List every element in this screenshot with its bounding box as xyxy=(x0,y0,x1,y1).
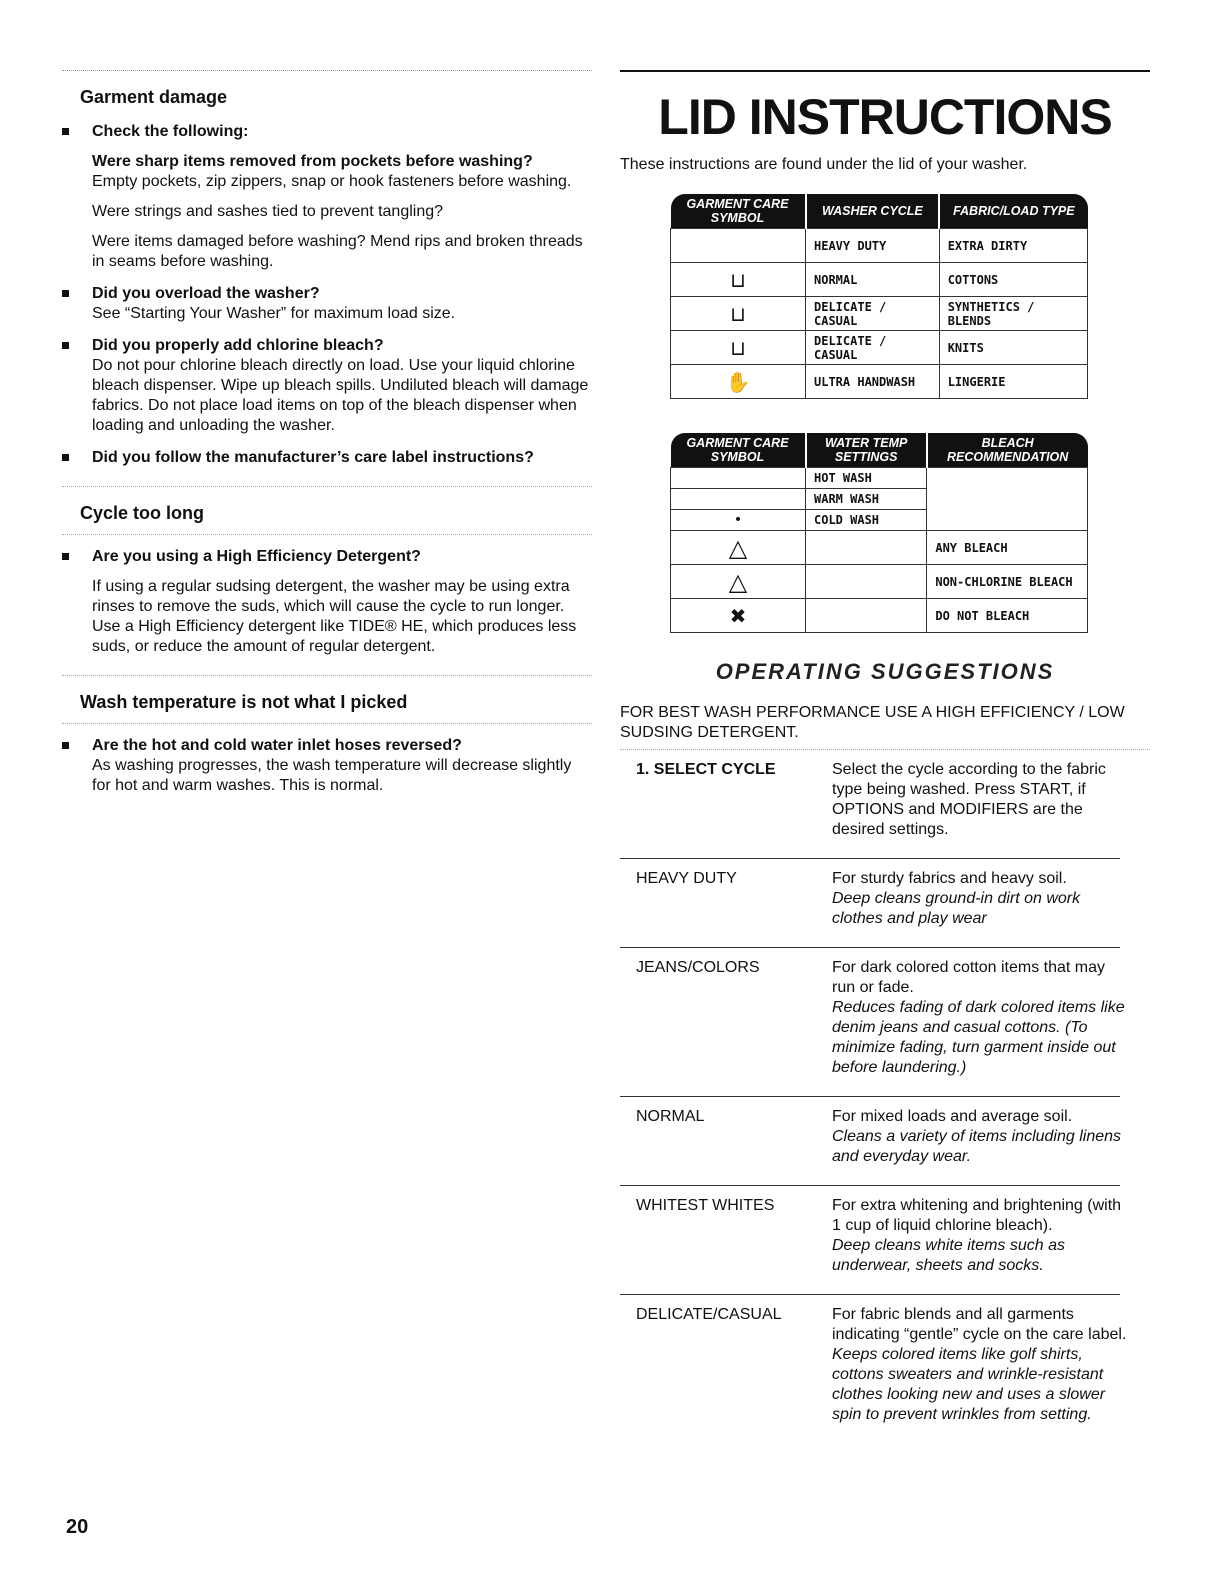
washtub-icon: ⊔ xyxy=(671,263,806,297)
cycle-description xyxy=(832,958,1132,1078)
empty-cell xyxy=(806,565,927,599)
bullet-check xyxy=(62,122,592,142)
bleach-title: Did you properly add chlorine bleach? xyxy=(92,337,384,354)
he-title: Are you using a High Efficiency Detergent? xyxy=(92,548,421,565)
cycle-cell: ULTRA HANDWASH xyxy=(806,365,940,399)
table-header: FABRIC/LOAD TYPE xyxy=(939,194,1087,229)
bleach-cell: NON-CHLORINE BLEACH xyxy=(927,565,1088,599)
bleach-cell: DO NOT BLEACH xyxy=(927,599,1088,633)
cycle-name: HEAVY DUTY xyxy=(636,870,737,887)
cycle-desc-text: Select the cycle according to the fabric type being washed. Press START, if OPTIONS and MODIFIERS are the desired settings. xyxy=(832,761,1106,838)
hoses-text: As washing progresses, the wash temperature will decrease slightly for hot and warm washes. This is normal. xyxy=(92,757,572,794)
cycle-desc-italic: Deep cleans ground-in dirt on work clothes and play wear xyxy=(832,890,1081,927)
cycle-name: DELICATE/CASUAL xyxy=(636,1306,782,1323)
sub-answer: Empty pockets, zip zippers, snap or hook fasteners before washing. xyxy=(92,173,572,190)
temp-cell: WARM WASH xyxy=(806,489,927,510)
bleach-text: Do not pour chlorine bleach directly on load. Use your liquid chlorine bleach dispenser. Wipe up bleach spills. Undiluted bleach will damage fabrics. Do not place load items on top of the bleach dispenser when loading and unloading the washer. xyxy=(92,357,589,434)
cycle-desc-text: For dark colored cotton items that may run or fade. xyxy=(832,959,1105,996)
cycle-name: WHITEST WHITES xyxy=(636,1197,775,1214)
fabric-cell: SYNTHETICS / BLENDS xyxy=(939,297,1087,331)
table-header: WATER TEMP SETTINGS xyxy=(806,433,927,468)
fabric-cell: EXTRA DIRTY xyxy=(939,229,1087,263)
cycle-row xyxy=(620,859,1150,947)
temp-cell: COLD WASH xyxy=(806,510,927,531)
fabric-cell: KNITS xyxy=(939,331,1087,365)
empty-cell xyxy=(806,599,927,633)
lid-intro: These instructions are found under the lid of your washer. xyxy=(620,156,1028,173)
table-row xyxy=(671,599,1088,633)
hoses-title: Are the hot and cold water inlet hoses reversed? xyxy=(92,737,462,754)
table-row xyxy=(671,297,1088,331)
washtub-permanent-press-icon: ⊔ xyxy=(671,297,806,331)
temp-cell: HOT WASH xyxy=(806,468,927,489)
top-dotted-rule xyxy=(62,70,592,71)
cycle-desc-italic: Cleans a variety of items including linens and everyday wear. xyxy=(832,1128,1122,1165)
temp-symbol-icon xyxy=(671,489,806,510)
cycle-row xyxy=(620,1295,1150,1443)
care-title: Did you follow the manufacturer’s care label instructions? xyxy=(92,449,534,466)
top-solid-rule xyxy=(620,70,1150,72)
bullet-hoses xyxy=(62,736,592,796)
table-row xyxy=(671,531,1088,565)
wash-temp-heading: Wash temperature is not what I picked xyxy=(80,692,408,712)
cycle-desc-text: For mixed loads and average soil. xyxy=(832,1108,1073,1125)
sub-item-damaged: Were items damaged before washing? Mend rips and broken threads in seams before washing. xyxy=(92,233,583,270)
cold-dot-icon: • xyxy=(671,510,806,531)
table-header: GARMENT CARE SYMBOL xyxy=(671,433,806,468)
empty-cell xyxy=(806,531,927,565)
cycle-row xyxy=(620,948,1150,1096)
page-number: 20 xyxy=(66,1516,89,1538)
table-header: GARMENT CARE SYMBOL xyxy=(671,194,806,229)
cycle-row xyxy=(620,750,1150,858)
triangle-icon: △ xyxy=(671,531,806,565)
best-performance-note: FOR BEST WASH PERFORMANCE USE A HIGH EFFICIENCY / LOW SUDSING DETERGENT. xyxy=(620,704,1125,741)
table-row xyxy=(671,263,1088,297)
cycle-name: 1. SELECT CYCLE xyxy=(636,761,776,778)
cycle-desc-italic: Keeps colored items like golf shirts, cottons sweaters and wrinkle-resistant clothes looking new and uses a slower spin to prevent wrinkles from setting. xyxy=(832,1346,1106,1423)
do-not-bleach-icon: ✖ xyxy=(671,599,806,633)
water-bleach-table xyxy=(670,433,1088,633)
care-symbol-icon xyxy=(671,229,806,263)
table-row xyxy=(671,229,1088,263)
cycle-name: NORMAL xyxy=(636,1108,705,1125)
table-row xyxy=(671,468,1088,489)
cycle-cell: DELICATE / CASUAL xyxy=(806,297,940,331)
cycle-list xyxy=(620,750,1150,1443)
left-column xyxy=(62,70,592,796)
cycle-description xyxy=(832,760,1132,840)
lid-instructions-title: LID INSTRUCTIONS xyxy=(658,89,1112,145)
cycle-name: JEANS/COLORS xyxy=(636,959,760,976)
table-header: WASHER CYCLE xyxy=(806,194,940,229)
cycle-desc-italic: Deep cleans white items such as underwear, sheets and socks. xyxy=(832,1237,1065,1274)
garment-damage-heading: Garment damage xyxy=(80,87,228,107)
operating-suggestions-title: OPERATING SUGGESTIONS xyxy=(715,659,1055,684)
sub-item-strings: Were strings and sashes tied to prevent tangling? xyxy=(92,203,444,220)
striped-triangle-icon: △ xyxy=(671,565,806,599)
cycle-desc-italic: Reduces fading of dark colored items like denim jeans and casual cottons. (To minimize fading, turn garment inside out before laundering.) xyxy=(832,999,1125,1076)
right-column xyxy=(620,70,1150,1443)
table-row xyxy=(671,565,1088,599)
temp-symbol-icon xyxy=(671,468,806,489)
bullet-care-label xyxy=(62,448,592,468)
cycle-cell: DELICATE / CASUAL xyxy=(806,331,940,365)
cycle-description xyxy=(832,1107,1132,1167)
cycle-description xyxy=(832,1196,1132,1276)
section-dotted-rule xyxy=(62,486,592,487)
sub-question: Were sharp items removed from pockets before washing? xyxy=(92,153,533,170)
bullet-overload xyxy=(62,284,592,324)
section-dotted-rule xyxy=(62,534,592,535)
cycle-desc-text: For sturdy fabrics and heavy soil. xyxy=(832,870,1067,887)
washer-cycle-table xyxy=(670,194,1088,399)
overload-title: Did you overload the washer? xyxy=(92,285,320,302)
cycle-description xyxy=(832,1305,1132,1425)
bullet-bleach xyxy=(62,336,592,436)
sub-item-pockets xyxy=(62,152,592,192)
section-dotted-rule xyxy=(62,675,592,676)
cycle-row xyxy=(620,1097,1150,1185)
section-dotted-rule xyxy=(62,723,592,724)
overload-text: See “Starting Your Washer” for maximum load size. xyxy=(92,305,456,322)
hand-wash-icon: ✋ xyxy=(671,365,806,399)
cycle-row xyxy=(620,1186,1150,1294)
cycle-cell: NORMAL xyxy=(806,263,940,297)
fabric-cell: LINGERIE xyxy=(939,365,1087,399)
table-row xyxy=(671,331,1088,365)
table-header: BLEACH RECOMMENDATION xyxy=(927,433,1088,468)
bleach-empty-cell xyxy=(927,468,1088,531)
fabric-cell: COTTONS xyxy=(939,263,1087,297)
cycle-too-long-heading: Cycle too long xyxy=(80,503,205,523)
table-row xyxy=(671,365,1088,399)
cycle-description xyxy=(832,869,1132,929)
check-title: Check the following: xyxy=(92,123,249,140)
bleach-cell: ANY BLEACH xyxy=(927,531,1088,565)
washtub-delicate-icon: ⊔ xyxy=(671,331,806,365)
cycle-cell: HEAVY DUTY xyxy=(806,229,940,263)
he-text: If using a regular sudsing detergent, the washer may be using extra rinses to remove the suds, which will cause the cycle to run longer. Use a High Efficiency detergent like TIDE® HE, which produces less suds, or reduce the amount of regular detergent. xyxy=(92,578,577,655)
cycle-desc-text: For extra whitening and brightening (with 1 cup of liquid chlorine bleach). xyxy=(832,1197,1122,1234)
cycle-desc-text: For fabric blends and all garments indicating “gentle” cycle on the care label. xyxy=(832,1306,1127,1343)
bullet-he-detergent xyxy=(62,547,592,567)
